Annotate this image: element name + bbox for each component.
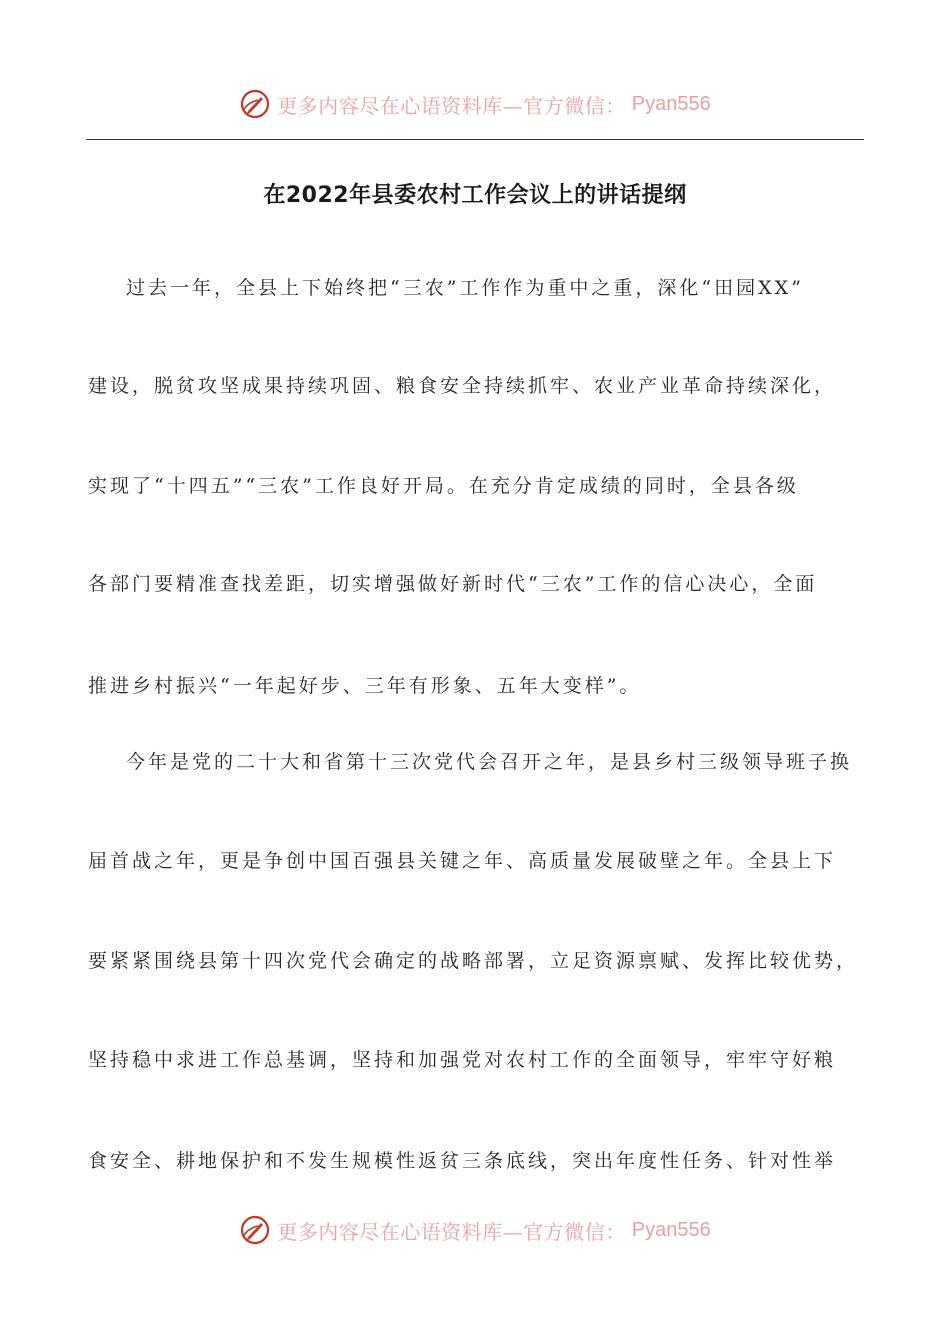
wechat-id: Pyan556 (631, 92, 711, 115)
wechat-id: Pyan556 (631, 1218, 711, 1241)
pen-logo-icon (239, 88, 271, 120)
header-divider (86, 139, 864, 140)
body-line: 届首战之年，更是争创中国百强县关键之年、高质量发展破壁之年。全县上下 (88, 850, 837, 872)
body-line: 食安全、耕地保护和不发生规模性返贫三条底线，突出年度性任务、针对性举 (88, 1150, 837, 1172)
body-line: 要紧紧围绕县第十四次党代会确定的战略部署，立足资源禀赋、发挥比较优势， (88, 950, 859, 972)
body-line: 过去一年，全县上下始终把“三农”工作作为重中之重，深化“田园XX” (126, 277, 804, 299)
pen-logo-icon (239, 1214, 271, 1246)
document-title: 在2022年县委农村工作会议上的讲话提纲 (263, 183, 687, 208)
footer-banner (0, 1210, 950, 1250)
body-line: 推进乡村振兴“一年起好步、三年有形象、五年大变样”。 (88, 675, 642, 697)
banner-text: 更多内容尽在心语资料库—官方微信： (277, 93, 626, 118)
banner-text: 更多内容尽在心语资料库—官方微信： (277, 1219, 626, 1244)
body-line: 建设，脱贫攻坚成果持续巩固、粮食安全持续抓牢、农业产业革命持续深化， (88, 375, 837, 397)
body-line: 今年是党的二十大和省第十三次党代会召开之年，是县乡村三级领导班子换 (126, 751, 853, 773)
body-line: 实现了“十四五”“三农”工作良好开局。在充分肯定成绩的同时，全县各级 (88, 475, 799, 497)
header-banner (0, 84, 950, 124)
body-line: 坚持稳中求进工作总基调，坚持和加强党对农村工作的全面领导，牢牢守好粮 (88, 1049, 837, 1071)
body-line: 各部门要精准查找差距，切实增强做好新时代“三农”工作的信心决心，全面 (88, 573, 818, 595)
